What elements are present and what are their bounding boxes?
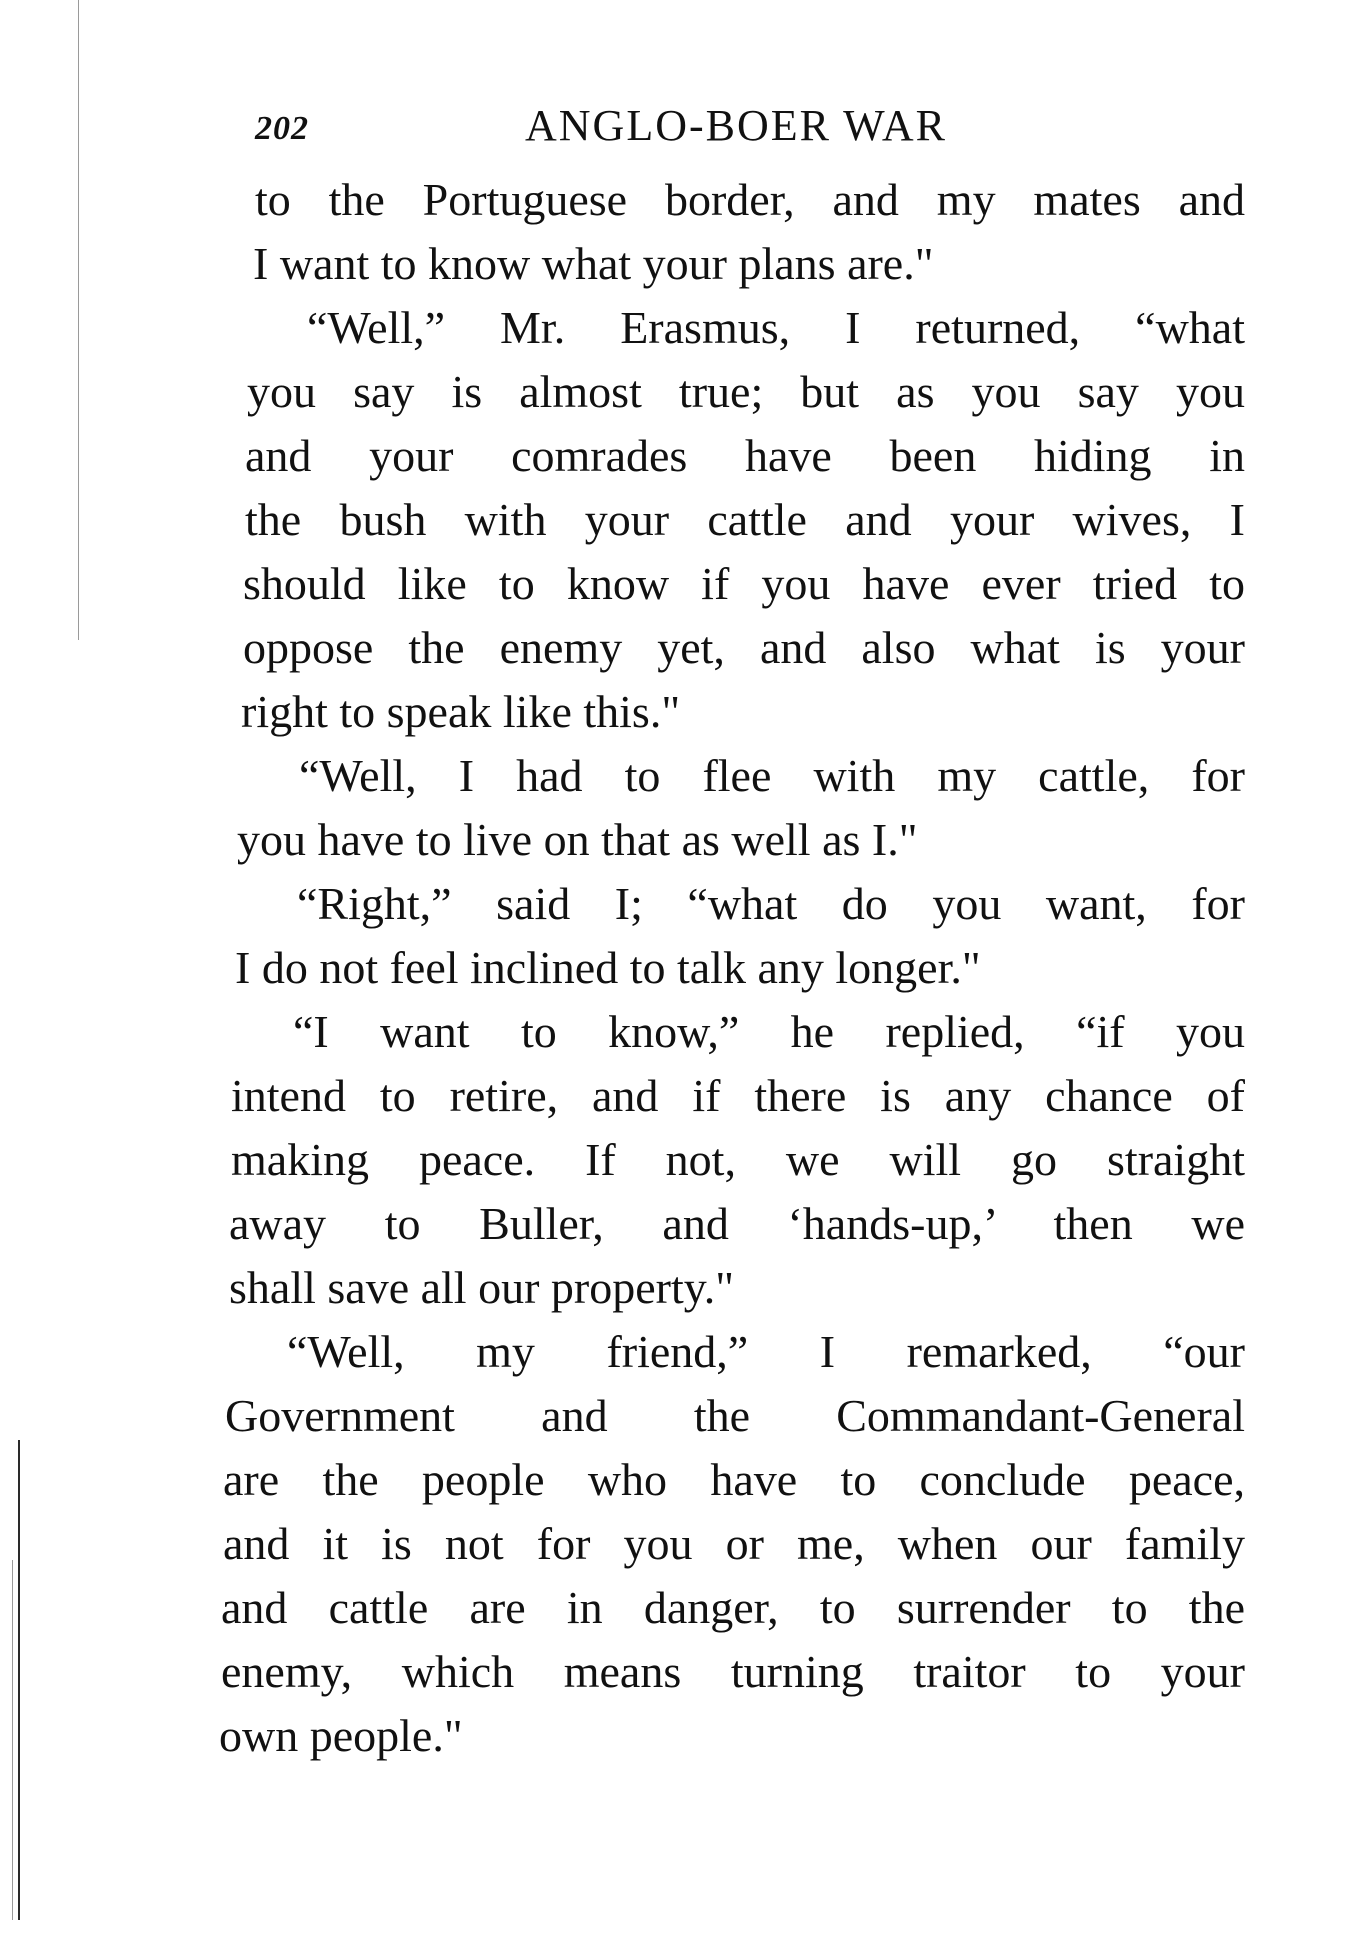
text-line: and cattle are in danger, to surrender to the <box>221 1582 1245 1633</box>
text-line: own people." <box>219 1710 463 1761</box>
page-number: 202 <box>255 110 309 147</box>
text-line: I want to know what your plans are." <box>253 238 934 289</box>
text-line: and it is not for you or me, when our family <box>223 1518 1245 1569</box>
binding-edge-mark <box>12 1560 13 1920</box>
text-line: making peace. If not, we will go straight <box>231 1134 1245 1185</box>
body-text <box>219 168 1245 1768</box>
text-line: “Well, I had to flee with my cattle, for <box>299 750 1245 801</box>
text-line: “Right,” said I; “what do you want, for <box>297 878 1245 929</box>
text-line: you have to live on that as well as I." <box>237 814 918 865</box>
text-line: “Well,” Mr. Erasmus, I returned, “what <box>307 302 1245 353</box>
text-line: right to speak like this." <box>241 686 681 737</box>
running-head <box>255 100 1235 170</box>
text-line: to the Portuguese border, and my mates and <box>255 174 1245 225</box>
text-line: and your comrades have been hiding in <box>245 430 1245 481</box>
text-line: Government and the Commandant-General <box>225 1390 1245 1441</box>
text-line: enemy, which means turning traitor to your <box>221 1646 1245 1697</box>
running-title: ANGLO-BOER WAR <box>525 101 947 150</box>
text-line: I do not feel inclined to talk any longer." <box>235 942 981 993</box>
text-line: “Well, my friend,” I remarked, “our <box>287 1326 1245 1377</box>
text-line: the bush with your cattle and your wives, I <box>245 494 1245 545</box>
text-line: shall save all our property." <box>229 1262 735 1313</box>
text-line: are the people who have to conclude peace, <box>223 1454 1245 1505</box>
text-line: oppose the enemy yet, and also what is your <box>243 622 1245 673</box>
text-line: away to Buller, and ‘hands-up,’ then we <box>229 1198 1245 1249</box>
text-line: “I want to know,” he replied, “if you <box>293 1006 1245 1057</box>
text-line: intend to retire, and if there is any chance of <box>231 1070 1245 1121</box>
text-line: you say is almost true; but as you say you <box>247 366 1245 417</box>
text-line: should like to know if you have ever tried to <box>243 558 1245 609</box>
binding-edge-mark <box>78 0 79 640</box>
binding-edge-mark <box>18 1440 20 1920</box>
